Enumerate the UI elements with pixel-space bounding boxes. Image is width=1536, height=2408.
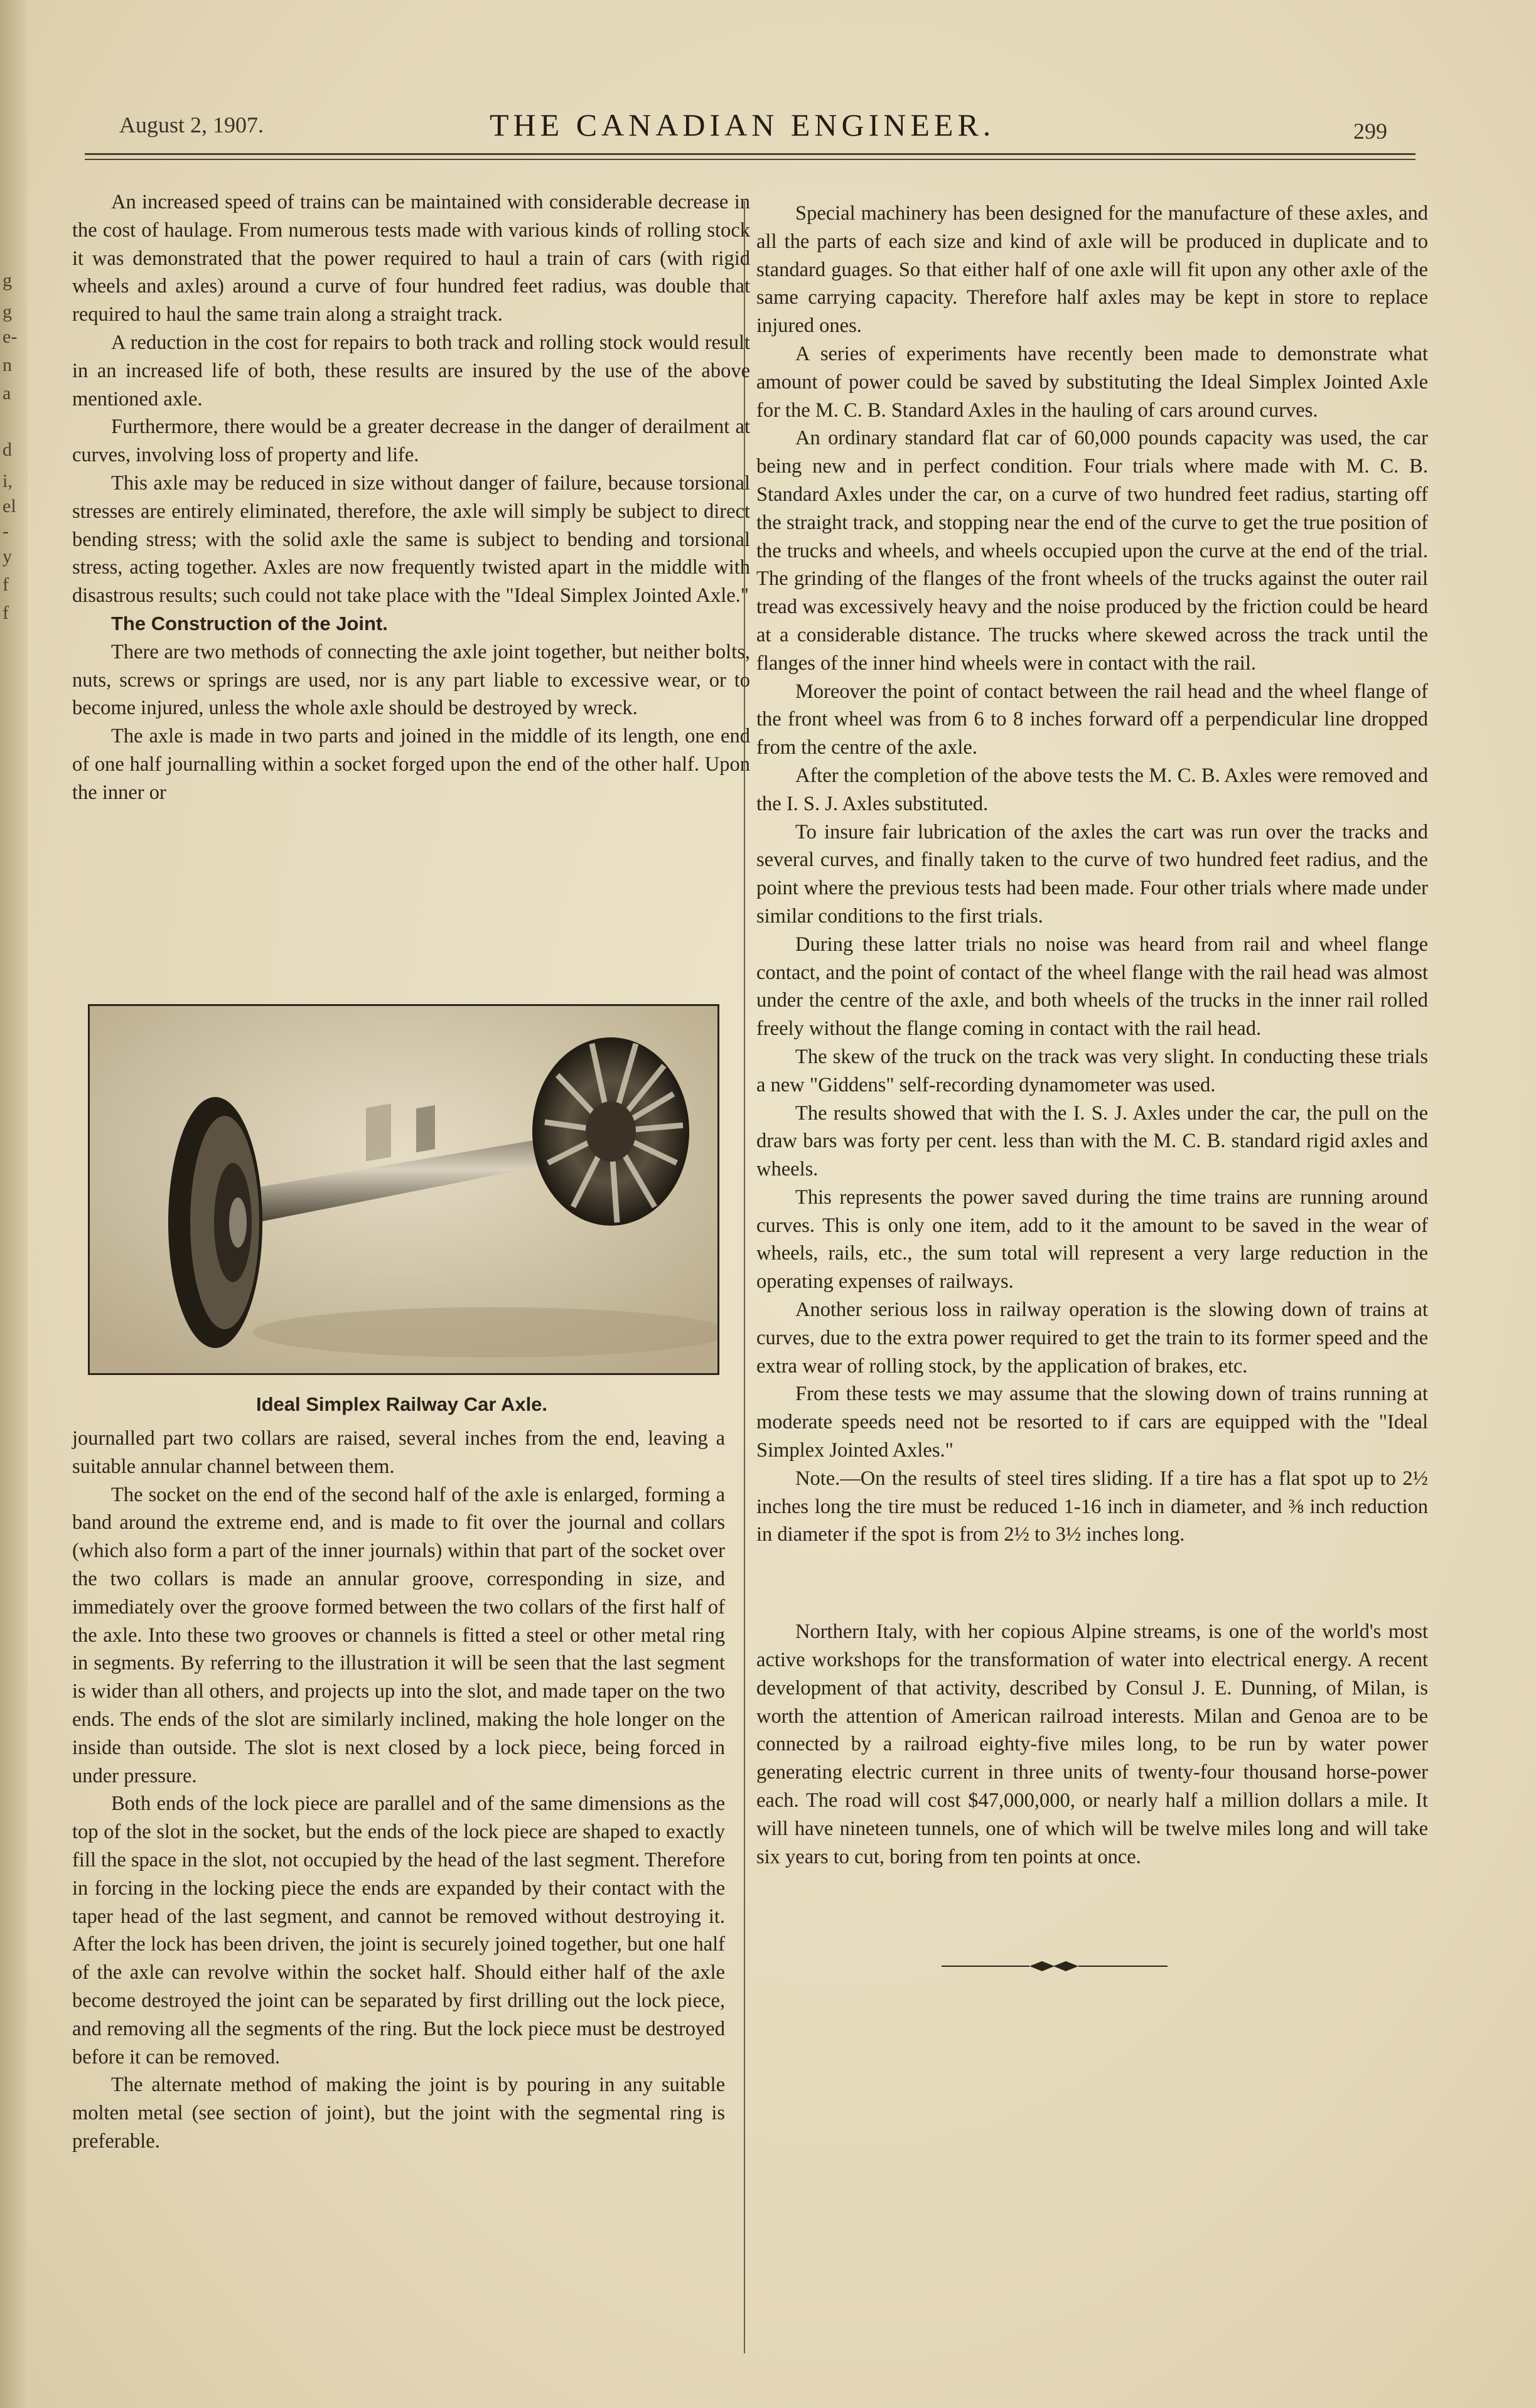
paragraph: The skew of the truck on the track was very slight. In conducting these trials a new "Giddens" self-recording dynamometer was used. bbox=[756, 1045, 1428, 1096]
paragraph: An ordinary standard flat car of 60,000 pounds capacity was used, the car being new and in perfect condition. Four trials where made with M. C. B. Standard Axles under the car, on a curve of two hundred feet radius, starting off the straight track, and stopping near the end of the curve to get the true position of the trucks and wheels, and wheels occupied upon the curve at the end of the trial. The grinding of the flanges of the front wheels of the trucks against the outer rail tread was excessively heavy and the noise produced by the friction could be heard at a considerable distance. The trucks where skewed across the track until the flanges of the inner hind wheels were in contact with the rail. bbox=[756, 427, 1428, 675]
left-column-upper bbox=[72, 188, 750, 807]
right-column bbox=[756, 200, 1428, 1871]
paragraph: The axle is made in two parts and joined in the middle of its length, one end of one half journalling within a socket forged upon the end of the other half. Upon the inner or bbox=[72, 725, 750, 804]
paragraph: This axle may be reduced in size without danger of failure, because torsional stresses are entirely eliminated, therefore, the axle will simply be subject to direct bending stress; with the solid axle the same is subject to bending and torsional stress, acting together. Axles are now frequently twisted apart in the middle with disastrous results; such could not take place with the "Ideal Simplex Jointed Axle." bbox=[72, 471, 750, 607]
paragraph: Both ends of the lock piece are parallel and of the same dimensions as the top of the slot in the socket, but the ends of the lock piece are shaped to exactly fill the space in the slot, not occupied by the head of the last segment. Therefore in forcing in the locking piece the ends are expanded by their contact with the taper head of the last segment, and cannot be removed without destroying it. After the lock has been driven, the joint is securely joined together, but one half of the axle can revolve within the socket half. Should either half of the axle become destroyed the joint can be separated by first drilling out the lock piece, and removing all the segments of the ring. But the lock piece must be destroyed before it can be removed. bbox=[72, 1792, 725, 2068]
paragraph: A series of experiments have recently been made to demonstrate what amount of power could be saved by substituting the Ideal Simplex Jointed Axle for the M. C. B. Standard Axles in the hauling of cars around curves. bbox=[756, 342, 1428, 422]
note-paragraph: Note.—On the results of steel tires sliding. If a tire has a flat spot up to 2½ inches long the tire must be reduced 1-16 inch in diameter, and ⅜ inch reduction in diameter if the spot is from 2½ to 3½ inches long. bbox=[756, 1467, 1428, 1546]
paragraph: A reduction in the cost for repairs to both track and rolling stock would result in an increased life of both, these results are insured by the use of the above mentioned axle. bbox=[72, 331, 750, 410]
gutter-fragment: y bbox=[3, 546, 12, 567]
gutter-fragment: - bbox=[3, 521, 9, 542]
axle-illustration bbox=[90, 1006, 717, 1373]
gutter-fragment: f bbox=[3, 574, 9, 595]
paragraph: An increased speed of trains can be maintained with considerable decrease in the cost of haulage. From numerous tests made with various kinds of rolling stock it was demonstrated that the power required to haul a train of cars (with rigid wheels and axles) around a curve of four hundred feet radius, was double that required to haul the same train along a straight track. bbox=[72, 191, 750, 326]
gutter-fragment: a bbox=[3, 383, 11, 404]
axle-photograph bbox=[88, 1004, 719, 1375]
gutter-fragment: n bbox=[3, 355, 12, 375]
figure-caption: Ideal Simplex Railway Car Axle. bbox=[255, 1393, 548, 1415]
header-rule bbox=[85, 159, 1415, 160]
paragraph: This represents the power saved during the time trains are running around curves. This is only one item, add to it the amount to be saved in the wear of wheels, rails, etc., the sum total will represent a very large reduction in the operating expenses of railways. bbox=[756, 1185, 1428, 1293]
paragraph: To insure fair lubrication of the axles the cart was run over the tracks and several curves, and finally taken to the curve of two hundred feet radius, and the point where the previous tests had been made. Four other trials where made under similar conditions to the first trials. bbox=[756, 820, 1428, 928]
page-header bbox=[119, 107, 1387, 157]
gutter-fragment: f bbox=[3, 602, 9, 623]
paragraph: Another serious loss in railway operation is the slowing down of trains at curves, due to the extra power required to get the train to its former speed and the extra wear of rolling stock, by the application of brakes, etc. bbox=[756, 1298, 1428, 1378]
adjacent-page-edge bbox=[0, 0, 28, 2408]
gutter-fragment: i, bbox=[3, 471, 13, 491]
gutter-fragment: g bbox=[3, 301, 12, 322]
paragraph: The results showed that with the I. S. J. Axles under the car, the pull on the draw bars was forty per cent. less than with the M. C. B. standard rigid axles and wheels. bbox=[756, 1101, 1428, 1181]
ornament-spacer bbox=[756, 1549, 1428, 1618]
paragraph: There are two methods of connecting the axle joint together, but neither bolts, nuts, screws or springs are used, nor is any part liable to excessive wear, or to become injured, unless the whole axle should be destroyed by wreck. bbox=[72, 640, 750, 720]
journal-title: THE CANADIAN ENGINEER. bbox=[490, 107, 996, 142]
section-divider-ornament bbox=[942, 1957, 1168, 1976]
paragraph: Furthermore, there would be a greater decrease in the danger of derailment at curves, involving loss of property and life. bbox=[72, 415, 750, 467]
paragraph: Special machinery has been designed for the manufacture of these axles, and all the parts of each size and kind of axle will be produced in duplicate and to standard guages. So that either half of one axle will fit upon any other axle of the same carrying capacity. Therefore half axles may be kept in store to replace injured ones. bbox=[756, 202, 1428, 338]
paragraph: The alternate method of making the joint is by pouring in any suitable molten metal (see section of joint), but the joint with the segmental ring is preferable. bbox=[72, 2074, 725, 2153]
paragraph: Moreover the point of contact between the rail head and the wheel flange of the front wheel was from 6 to 8 inches forward off a perpendicular line dropped from the centre of the axle. bbox=[756, 680, 1428, 759]
paragraph: The socket on the end of the second half of the axle is enlarged, forming a band around the extreme end, and is made to fit over the journal and collars (which also form a part of the inner journals) within that part of the socket over the two collars is made an annular groove, corresponding in size, and immediately over the groove formed between the two collars of the first half of the axle. Into these two grooves or channels is fitted a steel or other metal ring in segments. By referring to the illustration it will be seen that the last segment is wider than all others, and projects up into the slot, and made taper on the two ends. The ends of the slot are similarly inclined, making the hole longer on the inside than outside. The slot is next closed by a lock piece, being forced in under pressure. bbox=[72, 1483, 725, 1787]
gutter-fragment: g bbox=[3, 270, 12, 291]
paragraph: During these latter trials no noise was heard from rail and wheel flange contact, and the point of contact of the wheel flange with the rail head was almost under the centre of the axle, and both wheels of the trucks in the inner rail rolled freely without the flange coming in contact with the rail head. bbox=[756, 933, 1428, 1041]
issue-date: August 2, 1907. bbox=[119, 112, 264, 137]
page-number: 299 bbox=[1353, 119, 1387, 144]
gutter-fragment: d bbox=[3, 439, 12, 460]
gutter-fragment: el bbox=[3, 496, 16, 516]
paragraph: After the completion of the above tests the M. C. B. Axles were removed and the I. S. J. Axles substituted. bbox=[756, 764, 1428, 815]
header-rule bbox=[85, 153, 1415, 155]
paragraph: Northern Italy, with her copious Alpine streams, is one of the world's most active workshops for the transformation of water into electrical energy. A recent development of that activity, described by Consul J. E. Dunning, of Milan, is worth the attention of American railroad interests. Milan and Genoa are to be connected by a railroad eighty-five miles long, to be run by water power generating electric current in three units of twenty-four thousand horse-power each. The road will cost $47,000,000, or nearly half a million dollars a mile. It will have nineteen tunnels, one of which will be twelve miles long and will take six years to cut, boring from ten points at once. bbox=[756, 1620, 1428, 1868]
gutter-fragment: e- bbox=[3, 326, 18, 347]
paragraph: From these tests we may assume that the slowing down of trains running at moderate speeds need not be resorted to if cars are equipped with the "Ideal Simplex Jointed Axles." bbox=[756, 1383, 1428, 1462]
paragraph: journalled part two collars are raised, several inches from the end, leaving a suitable annular channel between them. bbox=[72, 1427, 725, 1478]
section-heading: The Construction of the Joint. bbox=[111, 612, 388, 634]
left-column-lower bbox=[72, 1425, 725, 2156]
